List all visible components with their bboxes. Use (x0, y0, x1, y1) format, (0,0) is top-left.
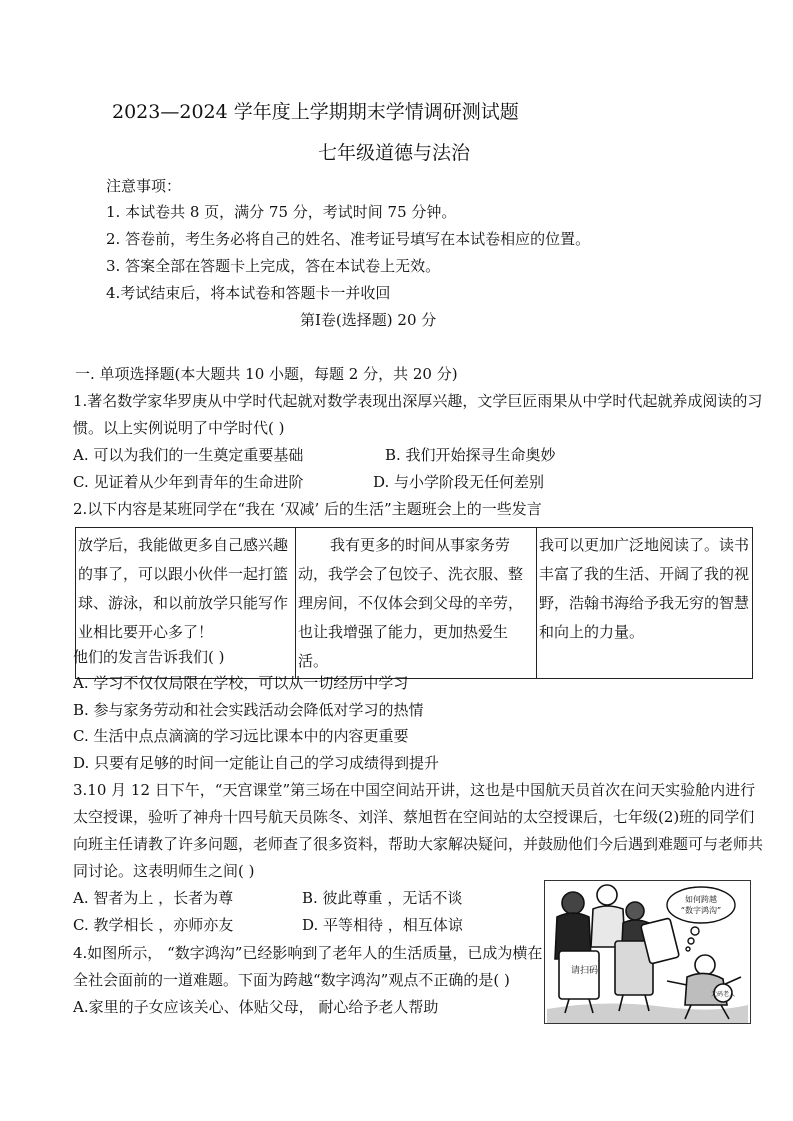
notice-item-3: 3. 答案全部在答题卡上完成，答在本试卷上无效。 (106, 257, 441, 275)
bubble-text-line-1: 如何跨越 (685, 895, 717, 904)
q3-option-b: B. 彼此尊重 ，无话不谈 (302, 889, 463, 907)
q1-stem-line-2: 惯。以上实例说明了中学时代( ) (73, 419, 285, 437)
scan-code-sign-label: 请扫码 (571, 966, 599, 976)
cartoon-drawing (545, 881, 750, 1023)
q4-option-a: A.家里的子女应该关心、体贴父母， 耐心给予老人帮助 (73, 998, 439, 1016)
notice-heading: 注意事项： (106, 177, 182, 195)
q2-speech-cell-1: 放学后，我能做更多自己感兴趣的事了，可以跟小伙伴一起打篮球、游泳，和以前放学只能写作业相比要开心多了！ (76, 528, 296, 679)
notice-item-4: 4.考试结束后，将本试卷和答题卡一并收回 (106, 284, 391, 302)
q3-line-2: 太空授课，验听了神舟十四号航天员陈冬、刘洋、蔡旭哲在空间站的太空授课后，七年级(2)班的同学们 (73, 808, 755, 826)
q3-line-4: 同讨论。这表明师生之间( ) (73, 862, 255, 880)
q1-option-c: C. 见证着从少年到青年的生命进阶 (73, 473, 304, 491)
q2-option-c: C. 生活中点点滴滴的学习远比课本中的内容更重要 (73, 727, 409, 745)
q3-line-3: 向班主任请教了许多问题，老师查了很多资料，帮助大家解决疑问，并鼓励他们今后遇到难题可与老师共 (73, 835, 764, 853)
q1-stem-line-1: 1.著名数学家华罗庚从中学时代起就对数学表现出深厚兴趣，文学巨匠雨果从中学时代起就养成阅读的习 (73, 392, 763, 410)
q1-option-d: D. 与小学阶段无任何差别 (373, 473, 545, 491)
notice-item-1: 1. 本试卷共 8 页，满分 75 分，考试时间 75 分钟。 (106, 203, 457, 221)
elderly-tag-label: 无码老人 (710, 991, 736, 998)
q2-speech-cell-2: 我有更多的时间从事家务劳动，我学会了包饺子、洗衣服、整理房间，不仅体会到父母的辛劳，也让我增强了能力，更加热爱生活。 (296, 528, 537, 679)
q2-option-b: B. 参与家务劳动和社会实践活动会降低对学习的热情 (73, 701, 424, 719)
q2-speech-cell-3: 我可以更加广泛地阅读了。读书丰富了我的生活、开阔了我的视野，浩翰书海给予我无穷的智慧和向上的力量。 (537, 528, 753, 679)
q2-option-a: A. 学习不仅仅局限在学校，可以从一切经历中学习 (73, 674, 409, 692)
exam-title: 2023—2024 学年度上学期期末学情调研测试题 (112, 101, 519, 123)
q3-line-1: 3.10 月 12 日下午，“天宫课堂”第三场在中国空间站开讲，这也是中国航天员首次在问天实验舱内进行 (73, 781, 756, 799)
bubble-text-line-2: “数字鸿沟” (680, 906, 722, 915)
q3-option-d: D. 平等相待 ，相互体谅 (302, 916, 463, 934)
volume-title: 第Ⅰ卷(选择题) 20 分 (300, 311, 437, 329)
q1-option-b: B. 我们开始探寻生命奥妙 (385, 446, 556, 464)
crowd-figures (555, 885, 679, 1013)
q1-option-a: A. 可以为我们的一生奠定重要基础 (73, 446, 304, 464)
notice-item-2: 2. 答卷前，考生务必将自己的姓名、准考证号填写在本试卷相应的位置。 (106, 230, 591, 248)
q4-line-2: 全社会面前的一道难题。下面为跨越“数字鸿沟”观点不正确的是( ) (73, 971, 510, 989)
digital-divide-cartoon (544, 880, 751, 1024)
exam-subject: 七年级道德与法治 (318, 142, 471, 164)
q2-question: 他们的发言告诉我们( ) (73, 648, 225, 666)
section-title: 一. 单项选择题(本大题共 10 小题，每题 2 分，共 20 分) (75, 365, 458, 383)
q2-option-d: D. 只要有足够的时间一定能让自己的学习成绩得到提升 (73, 754, 440, 772)
q2-stem: 2.以下内容是某班同学在“我在 ‘双减’ 后的生活”主题班会上的一些发言 (73, 500, 542, 518)
q3-option-a: A. 智者为上 ，长者为尊 (73, 889, 234, 907)
q3-option-c: C. 教学相长 ，亦师亦友 (73, 916, 234, 934)
q4-line-1: 4.如图所示， “数字鸿沟”已经影响到了老年人的生活质量，已成为横在 (73, 944, 543, 962)
